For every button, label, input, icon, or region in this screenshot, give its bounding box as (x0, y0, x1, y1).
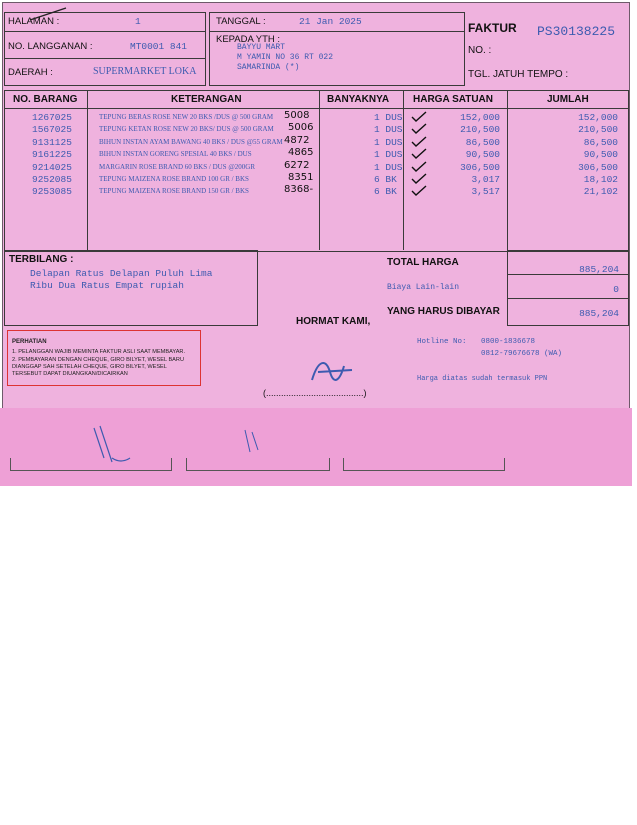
hotline-number-1: 0800-1836678 (481, 338, 536, 346)
handwritten-stock-note: 4872 (284, 134, 310, 146)
halaman-value: 1 (135, 16, 141, 27)
copy-signature-slot-3 (343, 458, 505, 471)
kepada-line-1: BAYYU MART (237, 43, 286, 52)
item-quantity: 6 BK (374, 186, 397, 198)
dibayar-value: 885,204 (579, 308, 619, 319)
item-unit-price: 86,500 (465, 136, 500, 148)
no-label: NO. : (468, 45, 492, 56)
table-row (0, 174, 637, 186)
daerah-label: DAERAH : (8, 67, 53, 78)
item-code: 9214025 (32, 161, 72, 173)
item-code: 9131125 (32, 136, 72, 148)
check-mark-icon (410, 123, 428, 135)
item-description: TEPUNG MAIZENA ROSE BRAND 100 GR / BKS (99, 175, 249, 183)
carbon-copy-strip (0, 408, 632, 486)
check-mark-icon (410, 136, 428, 148)
signature-line: (.......................................) (263, 388, 367, 398)
handwritten-stock-note: 8368- (284, 184, 314, 196)
terbilang-line-2: Ribu Dua Ratus Empat rupiah (30, 280, 184, 291)
handwritten-stock-note: 4865 (288, 147, 314, 159)
yang-harus-dibayar-label: YANG HARUS DIBAYAR (387, 306, 500, 317)
col-header-keterangan: KETERANGAN (171, 94, 242, 105)
item-unit-price: 210,500 (460, 124, 500, 136)
hotline-label: Hotline No: (417, 338, 467, 346)
item-quantity: 1 DUS (374, 161, 403, 173)
table-row (0, 124, 637, 136)
item-code: 1267025 (32, 112, 72, 123)
item-code: 9161225 (32, 149, 72, 161)
kepada-line-2: M YAMIN NO 36 RT 022 (237, 53, 334, 62)
item-total: 210,500 (578, 124, 618, 136)
item-unit-price: 306,500 (460, 161, 500, 173)
handwritten-stock-note: 6272 (284, 159, 310, 171)
item-total: 18,102 (583, 174, 618, 185)
item-code: 9253085 (32, 186, 72, 198)
item-description: BIHUN INSTAN GORENG SPESIAL 40 BKS / DUS (99, 150, 252, 159)
biaya-label: Biaya Lain-lain (387, 283, 460, 292)
table-row (0, 186, 637, 198)
jatuh-tempo-label: TGL. JATUH TEMPO : (468, 69, 569, 80)
halaman-divider (4, 31, 205, 32)
check-mark-icon (410, 173, 428, 185)
biaya-value: 0 (613, 284, 619, 295)
item-unit-price: 152,000 (460, 112, 500, 123)
halaman-label: HALAMAN : (8, 16, 60, 27)
check-mark-icon (410, 148, 428, 160)
item-quantity: 6 BK (374, 174, 397, 185)
table-row (0, 112, 637, 124)
table-header-line (4, 108, 628, 109)
item-quantity: 1 DUS (374, 136, 403, 148)
item-code: 9252085 (32, 174, 72, 185)
table-row (0, 159, 637, 174)
kepada-label: KEPADA YTH : (216, 34, 281, 45)
item-total: 152,000 (578, 112, 618, 123)
handwritten-stock-note: 8351 (288, 172, 314, 183)
kepada-line-3: SAMARINDA (*) (237, 63, 300, 72)
faktur-label: FAKTUR (468, 21, 517, 35)
item-quantity: 1 DUS (374, 124, 403, 136)
item-quantity: 1 DUS (374, 112, 403, 123)
notice-item-1: 1. PELANGGAN WAJIB MEMINTA FAKTUR ASLI SAAT MEMBAYAR. (12, 348, 186, 355)
col-header-harga-satuan: HARGA SATUAN (413, 94, 493, 105)
copy-signature-slot-1 (10, 458, 172, 471)
col-header-jumlah: JUMLAH (547, 94, 589, 105)
item-total: 306,500 (578, 161, 618, 173)
harga-note: Harga diatas sudah termasuk PPN (417, 375, 548, 383)
terbilang-label: TERBILANG : (9, 254, 74, 265)
terbilang-line-1: Delapan Ratus Delapan Puluh Lima (30, 268, 213, 279)
hotline-number-2: 0812-79676678 (WA) (481, 350, 563, 358)
langganan-value: MT0001 841 (130, 41, 188, 52)
item-code: 1567025 (32, 124, 72, 136)
notice-title: PERHATIAN (12, 339, 47, 345)
item-unit-price: 3,017 (471, 174, 500, 185)
daerah-value: SUPERMARKET LOKA (93, 66, 197, 77)
tanggal-label: TANGGAL : (216, 16, 266, 27)
item-description: TEPUNG MAIZENA ROSE BRAND 150 GR / BKS (99, 187, 249, 196)
perhatian-notice (7, 330, 201, 386)
item-description: MARGARIN ROSE BRAND 60 BKS / DUS @200GR (99, 162, 255, 171)
total-harga-value: 885,204 (579, 264, 619, 275)
hormat-kami-label: HORMAT KAMI, (296, 316, 371, 327)
total-harga-label: TOTAL HARGA (387, 257, 459, 268)
item-description: TEPUNG BERAS ROSE NEW 20 BKS /DUS @ 500 GRAM (99, 113, 274, 121)
table-row (0, 134, 637, 149)
check-mark-icon (410, 111, 428, 123)
langganan-label: NO. LANGGANAN : (8, 41, 93, 52)
langganan-divider (4, 58, 205, 59)
item-total: 90,500 (583, 149, 618, 161)
handwritten-stock-note: 5008 (284, 110, 310, 121)
item-quantity: 1 DUS (374, 149, 403, 161)
tanggal-value: 21 Jan 2025 (299, 16, 362, 27)
item-unit-price: 90,500 (465, 149, 500, 161)
total-divider-2 (507, 298, 628, 299)
tanggal-divider (209, 31, 464, 32)
table-row (0, 149, 637, 161)
item-description: BIHUN INSTAN AYAM BAWANG 40 BKS / DUS @55 GRAM (99, 137, 283, 146)
handwritten-stock-note: 5006 (288, 122, 314, 134)
check-mark-icon (410, 161, 428, 173)
item-total: 86,500 (583, 136, 618, 148)
col-header-no-barang: NO. BARANG (13, 94, 78, 105)
item-unit-price: 3,517 (471, 186, 500, 198)
item-description: TEPUNG KETAN ROSE NEW 20 BKS/ DUS @ 500 GRAM (99, 125, 274, 134)
col-header-banyaknya: BANYAKNYA (327, 94, 390, 105)
faktur-number: PS30138225 (537, 24, 616, 39)
check-mark-icon (410, 185, 428, 197)
copy-signature-slot-2 (186, 458, 330, 471)
notice-item-2: 2. PEMBAYARAN DENGAN CHEQUE, GIRO BILYET, WESEL BARU DIANGGAP SAH SETELAH CHEQUE, GIRO BILYET, WESEL TERSEBUT DAPAT DIUANGKAN/DICAIRKAN (12, 357, 184, 378)
item-total: 21,102 (583, 186, 618, 198)
